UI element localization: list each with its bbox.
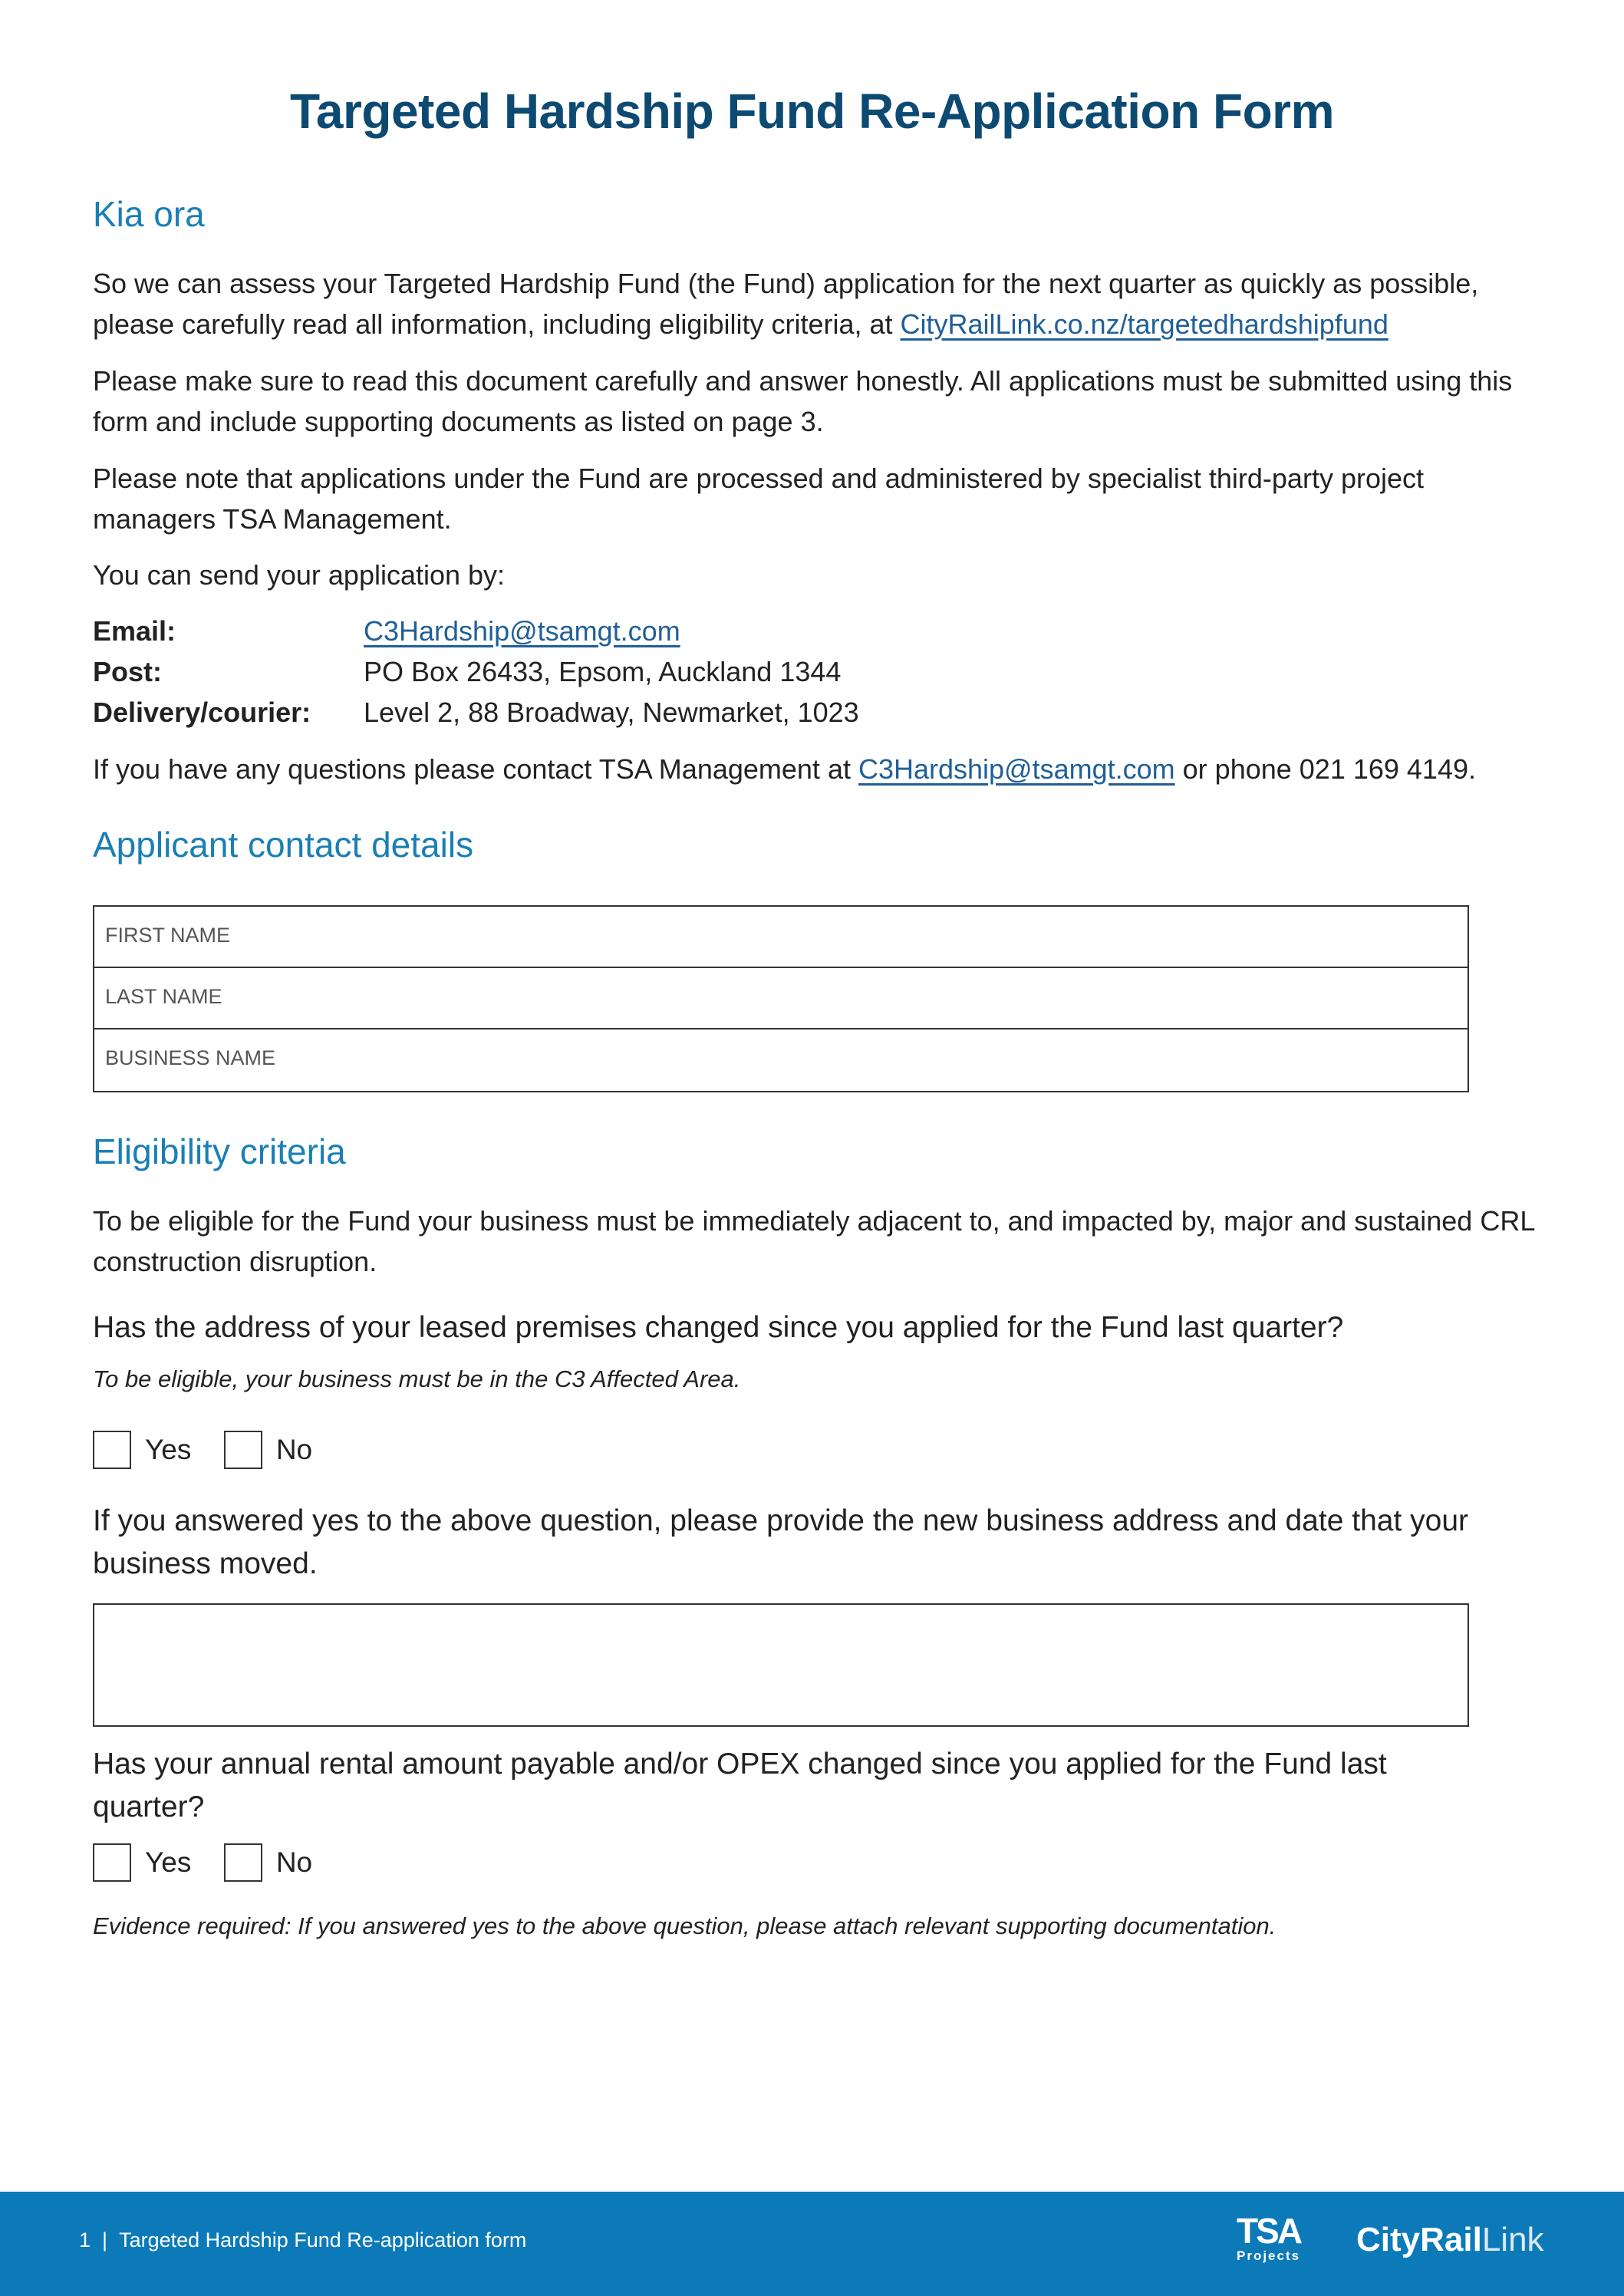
contact-value: PO Box 26433, Epsom, Auckland 1344 (364, 656, 842, 687)
logo-bold: CityRail (1356, 2221, 1482, 2258)
fund-website-link[interactable]: CityRailLink.co.nz/targetedhardshipfund (900, 308, 1388, 340)
question-address-changed: Has the address of your leased premises changed since you applied for the Fund last quarter? (93, 1311, 1344, 1344)
address-note: To be eligible, your business must be in the C3 Affected Area. (93, 1365, 741, 1392)
separator: | (102, 2228, 108, 2252)
contact-methods (93, 611, 1550, 733)
tsa-logo-text: TSA (1237, 2211, 1301, 2251)
logo-light: Link (1481, 2221, 1544, 2258)
tsa-logo-sub: Projects (1237, 2248, 1301, 2263)
new-address-textarea[interactable] (93, 1603, 1469, 1727)
contact-email (93, 611, 1550, 651)
cityraillink-logo (1356, 2221, 1544, 2259)
page-title: Targeted Hardship Fund Re-Application Form (290, 84, 1334, 139)
contact-value: Level 2, 88 Broadway, Newmarket, 1023 (364, 697, 859, 728)
page-number: 1 (79, 2228, 91, 2252)
yes-label: Yes (145, 1846, 192, 1878)
business-name-field[interactable]: BUSINESS NAME (105, 1046, 276, 1069)
evidence-note: Evidence required: If you answered yes to the above question, please attach relevant supporting documentation. (93, 1912, 1276, 1939)
no-label: No (275, 1846, 313, 1878)
footer (0, 2192, 1624, 2296)
yes-checkbox[interactable] (93, 1431, 131, 1469)
question-rent-changed: Has your annual rental amount payable and/or OPEX changed since you applied for the Fund last quarter? (93, 1748, 1387, 1823)
first-name-field[interactable]: FIRST NAME (94, 907, 1468, 968)
intro-paragraph-1 (93, 263, 1550, 344)
rent-changed-options (93, 1843, 341, 1886)
eligibility-heading: Eligibility criteria (93, 1132, 346, 1171)
tsa-logo (1237, 2213, 1300, 2264)
yes-label: Yes (145, 1434, 192, 1465)
applicant-table (93, 905, 1469, 1092)
email-link[interactable]: C3Hardship@tsamgt.com (364, 615, 680, 647)
footer-doc-title: Targeted Hardship Fund Re-application form (119, 2228, 527, 2252)
no-checkbox[interactable] (224, 1843, 262, 1882)
intro-paragraph-3: Please note that applications under the Fund are processed and administered by specialist third-party project managers TSA Management. (93, 463, 1424, 535)
email-link[interactable]: C3Hardship@tsamgt.com (858, 753, 1175, 785)
intro-text: So we can assess your Targeted Hardship Fund (the Fund) application for the next quarter as quickly as possible, please carefully read all information, including eligibility criteria, at (93, 268, 1479, 340)
contact-post (93, 651, 1550, 692)
rent-yes-option[interactable] (93, 1843, 191, 1882)
yes-checkbox[interactable] (93, 1843, 131, 1882)
last-name-field[interactable]: LAST NAME (94, 968, 1468, 1029)
eligibility-intro: To be eligible for the Fund your business must be immediately adjacent to, and impacted by, major and sustained CRL construction disruption. (93, 1205, 1535, 1277)
question-new-address: If you answered yes to the above question, please provide the new business address and date that your business moved. (93, 1504, 1468, 1580)
no-label: No (275, 1434, 313, 1465)
intro-paragraph-2: Please make sure to read this document carefully and answer honestly. All applications must be submitted using this form and include supporting documents as listed on page 3. (93, 365, 1513, 437)
address-no-option[interactable] (224, 1431, 312, 1469)
address-changed-options (93, 1431, 341, 1473)
contact-label: Email: (93, 615, 176, 647)
rent-no-option[interactable] (224, 1843, 312, 1882)
contact-label: Delivery/courier: (93, 697, 311, 728)
contact-delivery (93, 692, 1550, 733)
text: If you have any questions please contact TSA Management at (93, 753, 858, 785)
questions-paragraph (93, 749, 1624, 789)
contact-label: Post: (93, 656, 162, 687)
applicant-heading: Applicant contact details (93, 825, 474, 865)
kia-ora-heading: Kia ora (93, 194, 205, 234)
text: or phone 021 169 4149. (1174, 753, 1476, 785)
address-yes-option[interactable] (93, 1431, 191, 1469)
intro-paragraph-4: You can send your application by: (93, 559, 506, 591)
no-checkbox[interactable] (224, 1431, 262, 1469)
footer-text (79, 2228, 526, 2252)
